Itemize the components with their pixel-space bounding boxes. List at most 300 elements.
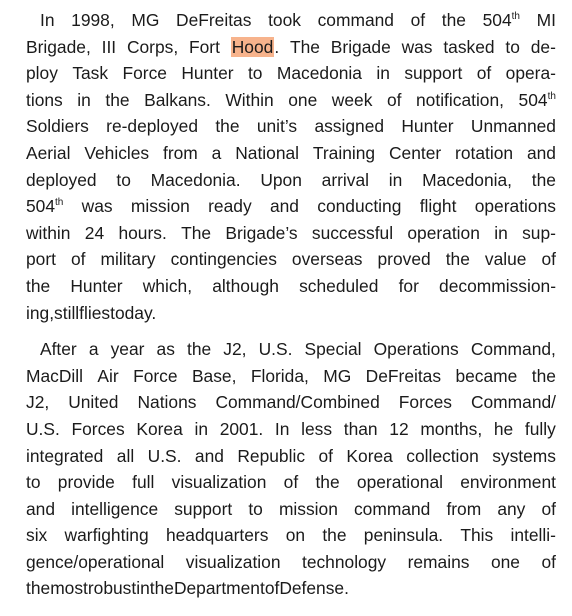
word-group [40, 336, 77, 363]
word-group [416, 87, 504, 114]
word-text: year [110, 339, 145, 360]
word-text: Task [72, 63, 109, 84]
word-text: III [101, 36, 117, 57]
word-group [26, 496, 55, 523]
word-group [446, 246, 470, 273]
word-text: The [181, 222, 212, 243]
word-text: After [40, 339, 77, 360]
word-group [174, 496, 232, 523]
word-group [312, 220, 393, 247]
word-group [68, 389, 118, 416]
word-text: U.S. [147, 445, 182, 466]
word [399, 392, 452, 412]
word-group [376, 60, 390, 87]
word-text: and [26, 498, 56, 519]
word-text: robust [87, 578, 137, 599]
word-group [401, 113, 453, 140]
word [525, 419, 556, 439]
word-group [399, 273, 419, 300]
word [259, 339, 293, 359]
word-text: The [290, 36, 320, 57]
word-text: proved [377, 249, 431, 270]
word [344, 419, 378, 439]
word [364, 525, 443, 545]
word-text: National [235, 142, 300, 163]
word [171, 249, 277, 269]
word-text: although [212, 275, 279, 296]
word-group [65, 522, 149, 549]
word-group [26, 140, 70, 167]
word-group [144, 87, 211, 114]
word-text: was [401, 36, 433, 57]
word [313, 143, 375, 163]
word-group [194, 416, 208, 443]
word-text: DeFreitas [176, 10, 252, 30]
word [26, 366, 83, 386]
word-text: of [541, 551, 556, 572]
word-text: ploy [26, 63, 58, 84]
word [279, 578, 349, 598]
word-text: the [441, 10, 466, 30]
word-group [483, 7, 520, 34]
word-text: to [248, 498, 263, 519]
word-group [72, 60, 108, 87]
word-group [231, 34, 279, 61]
word-group [133, 363, 177, 390]
word-group [97, 363, 118, 390]
word [374, 339, 459, 359]
word-text: on [285, 525, 306, 546]
word [477, 63, 492, 83]
word-group [322, 522, 346, 549]
word-group [26, 220, 70, 247]
word-group [110, 300, 156, 327]
word-text: one [288, 89, 318, 110]
word [357, 472, 443, 492]
word [312, 223, 393, 243]
word-text: J2, [26, 392, 50, 413]
word [79, 303, 110, 323]
word [212, 143, 222, 163]
word [127, 37, 178, 57]
word-text: to [505, 36, 520, 57]
text-line [26, 416, 556, 443]
word [88, 578, 136, 598]
word-text: Upon [260, 169, 302, 190]
word-group [88, 575, 136, 602]
word-group [212, 273, 279, 300]
word-group [136, 416, 182, 443]
word [70, 276, 122, 296]
word-text: Hunter [181, 63, 234, 84]
word-group [322, 167, 369, 194]
paragraph [26, 7, 556, 326]
ordinal-suffix: th [547, 90, 556, 102]
word-text: 2001. [219, 418, 264, 439]
word [541, 249, 556, 269]
word-group [494, 416, 513, 443]
word-group [284, 469, 299, 496]
word-text: the [315, 472, 340, 493]
word-text: Command/ [470, 392, 556, 413]
word [420, 419, 482, 439]
word-text: Hood [231, 36, 274, 57]
word-text: mission [130, 196, 190, 217]
word-group [286, 522, 305, 549]
word-text: Command, [470, 339, 556, 360]
word [505, 37, 520, 57]
word [26, 446, 103, 466]
word-text: successful [311, 222, 394, 243]
word [251, 366, 309, 386]
word-text: This [460, 525, 494, 546]
word-group [389, 167, 403, 194]
word-group [26, 363, 83, 390]
word-text: intelli- [510, 525, 556, 546]
text-line [26, 60, 556, 87]
word [401, 116, 453, 136]
word-group [111, 336, 145, 363]
word [322, 525, 346, 545]
word-text: ready [208, 196, 252, 217]
word [315, 472, 339, 492]
word [40, 10, 55, 30]
word-text: Brigade [330, 36, 391, 57]
word-text: value [484, 249, 527, 270]
word [195, 446, 224, 466]
word-group [100, 246, 155, 273]
word [389, 143, 441, 163]
word [506, 63, 556, 83]
word-text: he [493, 418, 514, 439]
word-group [220, 416, 264, 443]
word-group [26, 87, 63, 114]
word [174, 578, 265, 598]
word [40, 339, 77, 359]
word-group [302, 549, 386, 576]
word-group [318, 7, 394, 34]
word-group [26, 549, 164, 576]
word-text: to [116, 169, 131, 190]
word-group [118, 220, 166, 247]
word-group [290, 34, 320, 61]
word-text: 12 [389, 418, 409, 439]
word-group [494, 220, 508, 247]
word-group [537, 7, 556, 34]
word-group [402, 34, 433, 61]
word-group [26, 246, 56, 273]
text-line [26, 496, 556, 523]
word [270, 196, 299, 216]
word-text: In [40, 10, 55, 30]
word-text: visualization [171, 472, 267, 493]
word-group [72, 416, 125, 443]
word-text: provide [57, 472, 115, 493]
word-text: operations [474, 196, 556, 217]
ordinal-suffix: th [511, 11, 520, 23]
word-group [532, 167, 556, 194]
word-group [248, 60, 263, 87]
text-line [26, 113, 556, 140]
word-group [26, 389, 49, 416]
word-group [26, 300, 54, 327]
word-text: a [88, 339, 99, 360]
word [54, 303, 79, 323]
word [387, 90, 402, 110]
word [492, 446, 556, 466]
word-group [527, 140, 556, 167]
word [111, 339, 145, 359]
word-group [420, 416, 482, 443]
word-text: MG [131, 10, 160, 30]
word [257, 116, 297, 136]
word [26, 116, 89, 136]
word-group [364, 522, 443, 549]
word-group [50, 575, 88, 602]
word-group [137, 389, 196, 416]
word-text: In [274, 418, 290, 439]
word-group [541, 496, 556, 523]
word-group [323, 363, 351, 390]
word-text: hours. [118, 222, 167, 243]
word-group [477, 60, 492, 87]
word-group [522, 220, 556, 247]
word-text: gence/operational [26, 551, 165, 572]
word-group [131, 7, 159, 34]
word [305, 339, 362, 359]
word-text: to [26, 472, 41, 493]
word-group [26, 469, 41, 496]
word [406, 446, 479, 466]
word-group [105, 87, 129, 114]
word-text: of [410, 10, 426, 30]
text-line [26, 363, 556, 390]
word-group [378, 246, 431, 273]
text-line [26, 193, 556, 220]
word [136, 578, 150, 598]
word [494, 223, 508, 243]
text-line [26, 549, 556, 576]
word-group [171, 246, 277, 273]
word [132, 472, 154, 492]
word-group [541, 549, 556, 576]
word-group [406, 443, 479, 470]
word-text: flight [419, 196, 457, 217]
word-group [181, 220, 211, 247]
word-group [235, 140, 299, 167]
word-group [82, 193, 113, 220]
word-text: J2, [223, 339, 247, 360]
word-group [443, 34, 494, 61]
word-text: Florida, [250, 365, 309, 386]
word-group [366, 363, 441, 390]
text-line [26, 140, 556, 167]
word-group [89, 336, 99, 363]
word [151, 170, 241, 190]
text-line [26, 7, 556, 34]
word-text: of [264, 578, 280, 599]
word-group [26, 522, 47, 549]
word-group [506, 60, 556, 87]
word-text: 504 [26, 196, 56, 217]
word-text: and [269, 196, 299, 217]
word [133, 366, 177, 386]
word [97, 366, 118, 386]
word-text: Brigade, [26, 36, 91, 57]
word-group [497, 496, 525, 523]
word [317, 196, 401, 216]
word-group [192, 363, 236, 390]
word-group [54, 300, 79, 327]
word [208, 196, 252, 216]
word-group [531, 34, 556, 61]
word [443, 37, 494, 57]
word-text: support [174, 498, 233, 519]
word-text: operation [407, 222, 480, 243]
word-group [71, 7, 115, 34]
word-text: Force [122, 63, 167, 84]
word-group [314, 113, 384, 140]
word-text: from [446, 498, 482, 519]
word [497, 499, 525, 519]
word [117, 446, 134, 466]
word-text: for [398, 275, 419, 296]
word-group [344, 416, 378, 443]
word [475, 196, 556, 216]
word-text: deployed [26, 169, 97, 190]
word-group [58, 469, 115, 496]
word [26, 499, 55, 519]
word-group [279, 575, 349, 602]
word-text: Hunter [70, 275, 123, 296]
word [65, 525, 149, 545]
word-group [102, 34, 117, 61]
word-group [357, 469, 443, 496]
word-text: Unmanned [470, 116, 556, 137]
word [446, 249, 470, 269]
word [404, 63, 462, 83]
word-group [148, 443, 182, 470]
word [314, 116, 384, 136]
word-text: the [105, 89, 130, 110]
paragraph [26, 336, 556, 602]
word-text: sup- [522, 222, 556, 243]
word [275, 419, 290, 439]
text-line [26, 34, 556, 61]
word-text: warfighting [64, 525, 149, 546]
word-group [313, 140, 375, 167]
word [346, 446, 392, 466]
word-text: remains [407, 551, 470, 572]
word-text: command [353, 498, 431, 519]
word-text: integrated [26, 445, 104, 466]
text-line [26, 87, 556, 114]
word-group [215, 389, 379, 416]
word-group [195, 443, 224, 470]
word [460, 472, 556, 492]
word [537, 10, 556, 30]
word-text: Korea [346, 445, 393, 466]
word-text: intelligence [71, 498, 159, 519]
word-text: Hunter [401, 116, 454, 137]
word-group [511, 522, 556, 549]
word-group [475, 193, 556, 220]
word-group [166, 522, 268, 549]
word-group [70, 273, 122, 300]
word [26, 419, 60, 439]
word [26, 578, 50, 598]
word-text: the [187, 339, 212, 360]
word-group [442, 7, 466, 34]
word [274, 37, 279, 57]
word [366, 366, 441, 386]
word-text: Base, [191, 365, 237, 386]
word-text: full [132, 472, 155, 493]
word-text: from [163, 142, 198, 163]
word [131, 196, 190, 216]
word-group [460, 469, 556, 496]
word-text: of [283, 472, 299, 493]
word [483, 10, 520, 30]
word [223, 339, 246, 359]
word-group [77, 87, 91, 114]
word [541, 552, 556, 572]
word [215, 392, 379, 412]
word-text: . [274, 36, 280, 57]
word [186, 552, 281, 572]
word [277, 63, 362, 83]
word [26, 552, 164, 572]
word [527, 143, 556, 163]
word-group [387, 87, 402, 114]
word-text: scheduled [299, 275, 379, 296]
word-group [265, 575, 280, 602]
word-text: tions [26, 89, 63, 110]
word-group [225, 220, 297, 247]
word-group [299, 273, 378, 300]
word-group [26, 113, 89, 140]
word-text: conducting [317, 196, 402, 217]
word-text: Center [388, 142, 442, 163]
word-group [26, 443, 103, 470]
word [220, 419, 264, 439]
word [26, 170, 97, 190]
word [68, 392, 118, 412]
text-line [26, 273, 556, 300]
word [72, 419, 125, 439]
document-page [26, 7, 556, 602]
word [460, 525, 493, 545]
word-text: mission [278, 498, 338, 519]
word-group [131, 193, 190, 220]
word-text: notification, [416, 89, 504, 110]
word [399, 276, 419, 296]
word-text: within [26, 222, 71, 243]
word [532, 366, 556, 386]
word [376, 63, 390, 83]
word-group [331, 34, 391, 61]
word-text: a [211, 142, 222, 163]
word-text: the [215, 116, 240, 137]
word-group [163, 140, 198, 167]
word-group [132, 469, 154, 496]
word [323, 366, 351, 386]
word [189, 37, 220, 57]
word [455, 143, 513, 163]
word-text: Training [312, 142, 376, 163]
word [318, 10, 394, 30]
word [26, 525, 47, 545]
